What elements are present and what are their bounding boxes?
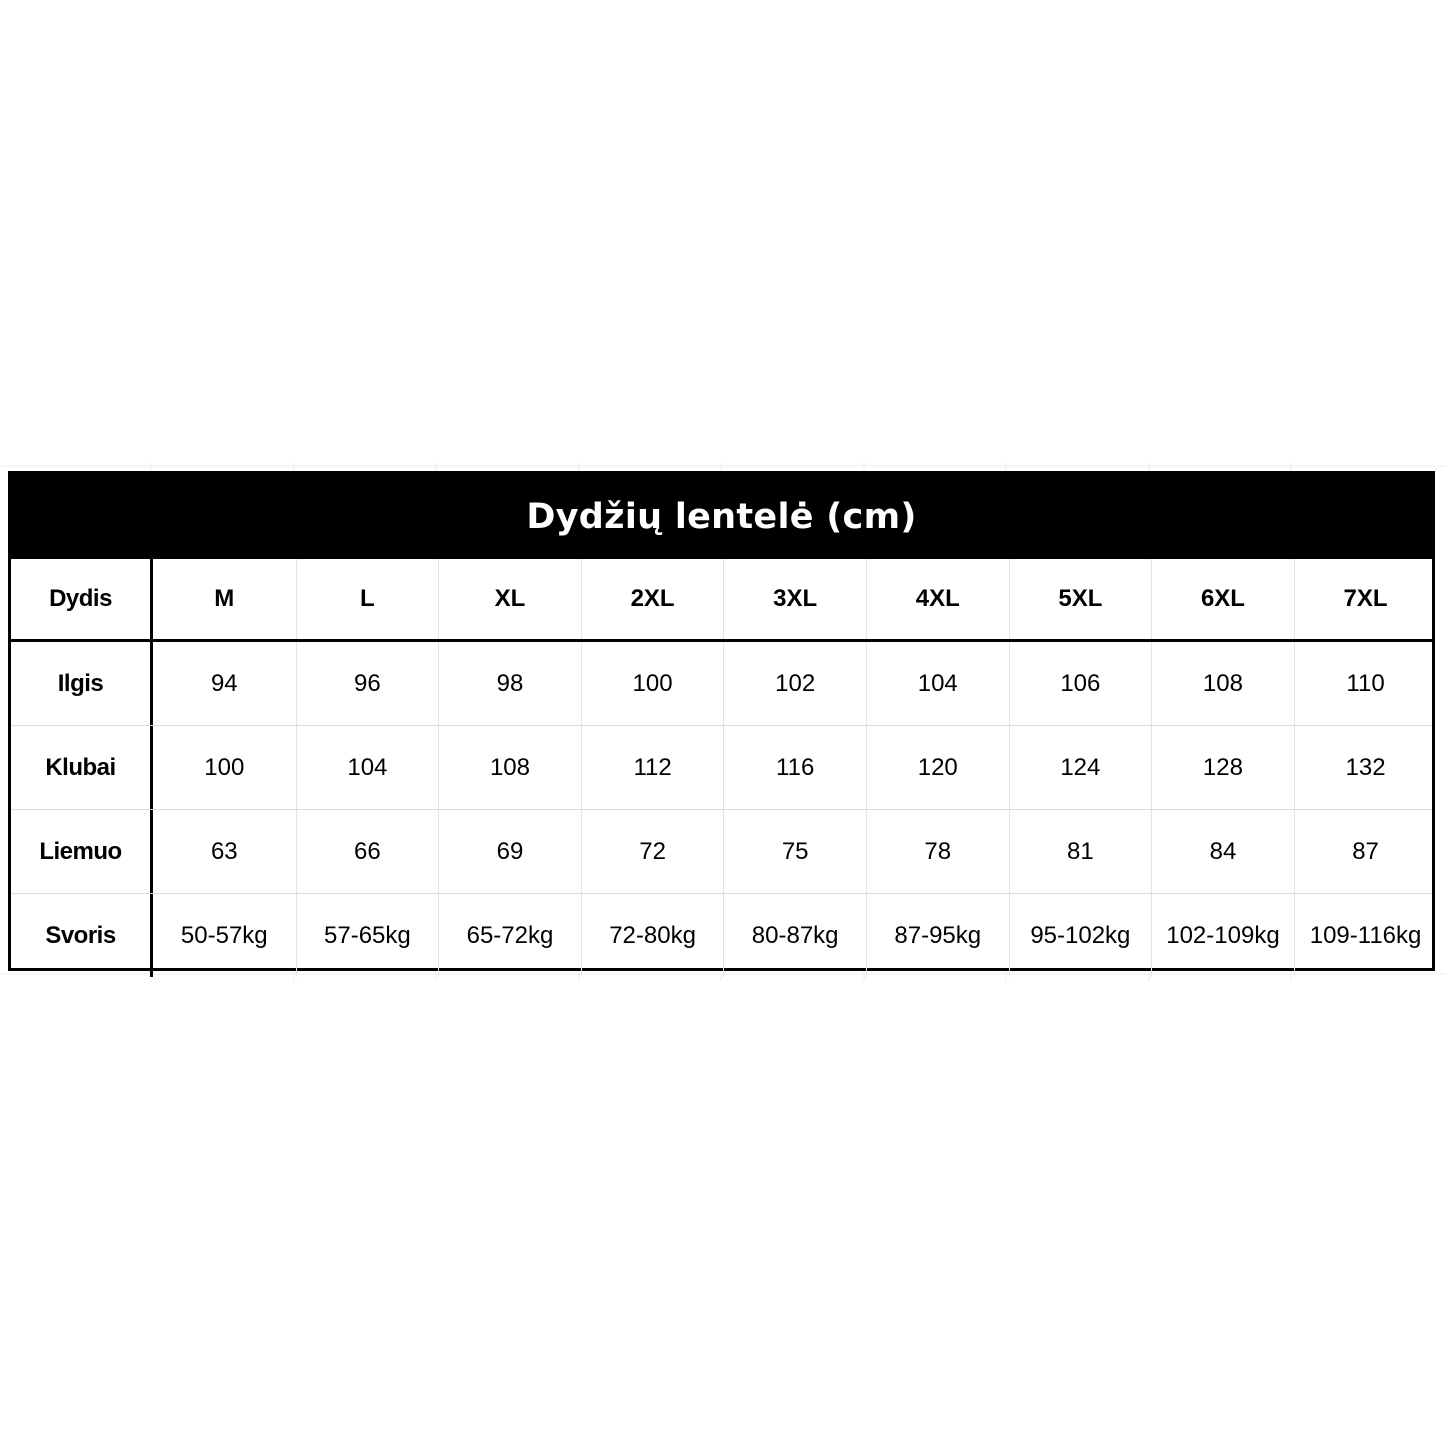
size-header-cell: 3XL	[723, 559, 866, 639]
table-row-klubai	[11, 725, 1432, 809]
table-title: Dydžių lentelė (cm)	[526, 496, 917, 537]
value-cell: 110	[1294, 642, 1437, 725]
value-cell: 66	[296, 810, 439, 893]
value-cell: 87-95kg	[866, 894, 1009, 977]
value-cell: 65-72kg	[438, 894, 581, 977]
value-cell: 109-116kg	[1294, 894, 1437, 977]
value-cell: 63	[210, 837, 238, 865]
size-header-cell: M	[214, 585, 235, 612]
size-header-cell: 5XL	[1009, 559, 1152, 639]
size-header-cell: 6XL	[1151, 559, 1294, 639]
value-cell: 96	[296, 642, 439, 725]
value-cell: 104	[866, 642, 1009, 725]
value-cell: 87	[1294, 810, 1437, 893]
value-cell: 95-102kg	[1009, 894, 1152, 977]
row-label-cell: Klubai	[11, 726, 153, 809]
value-cell: 72	[581, 810, 724, 893]
table-body	[11, 559, 1432, 977]
value-cell: 80-87kg	[723, 894, 866, 977]
value-cell: 108	[1151, 642, 1294, 725]
row-label-cell: Liemuo	[11, 810, 153, 893]
header-label-cell: Dydis	[11, 559, 153, 639]
value-cell: 94	[210, 669, 238, 697]
value-cell: 75	[723, 810, 866, 893]
value-cell: 81	[1009, 810, 1152, 893]
value-cell: 57-65kg	[296, 894, 439, 977]
value-cell: 104	[296, 726, 439, 809]
value-cell: 124	[1009, 726, 1152, 809]
value-cell: 69	[438, 810, 581, 893]
value-cell: 98	[438, 642, 581, 725]
size-header-cell: 7XL	[1294, 559, 1437, 639]
value-cell: 132	[1294, 726, 1437, 809]
value-cell: 120	[866, 726, 1009, 809]
header-row	[11, 559, 1432, 642]
value-cell: 102-109kg	[1151, 894, 1294, 977]
value-cell: 72-80kg	[581, 894, 724, 977]
value-cell: 84	[1151, 810, 1294, 893]
row-label-cell: Svoris	[11, 894, 153, 977]
value-cell: 106	[1009, 642, 1152, 725]
value-cell: 100	[204, 753, 245, 781]
table-row-svoris	[11, 893, 1432, 977]
value-cell: 102	[723, 642, 866, 725]
value-cell: 100	[581, 642, 724, 725]
value-cell: 112	[581, 726, 724, 809]
row-label-cell: Ilgis	[11, 642, 153, 725]
size-header-cell: L	[296, 559, 439, 639]
value-cell: 128	[1151, 726, 1294, 809]
table-row-liemuo	[11, 809, 1432, 893]
value-cell: 78	[866, 810, 1009, 893]
size-header-cell: 2XL	[581, 559, 724, 639]
size-header-cell: 4XL	[866, 559, 1009, 639]
size-chart-table	[8, 471, 1435, 971]
size-header-cell: XL	[438, 559, 581, 639]
value-cell: 108	[438, 726, 581, 809]
table-title-bar	[11, 474, 1432, 559]
value-cell: 50-57kg	[180, 921, 268, 949]
table-row-ilgis	[11, 642, 1432, 725]
value-cell: 116	[723, 726, 866, 809]
